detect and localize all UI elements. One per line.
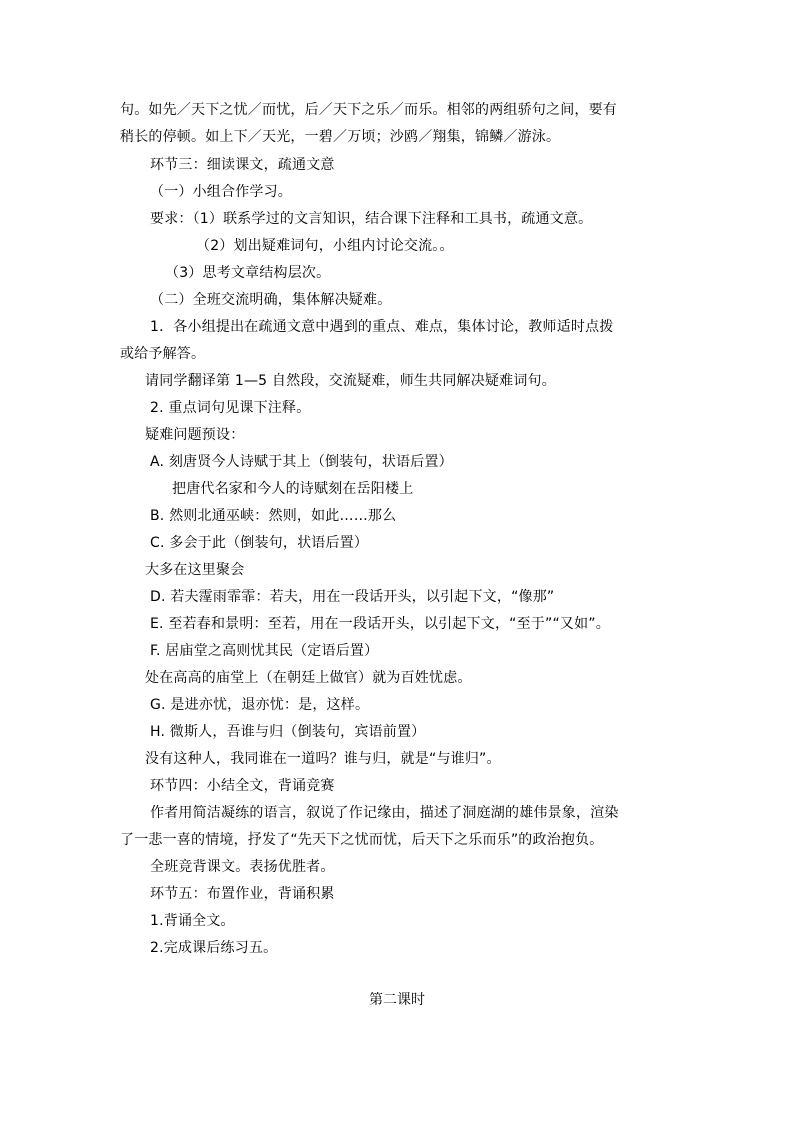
text-line: 疑难问题预设：	[145, 427, 245, 443]
list-item: G. 是进亦忧，退亦忧：是，这样。	[150, 697, 370, 713]
lesson-heading: 第二课时	[369, 992, 425, 1008]
text-line: 请同学翻译第 1—5 自然段，交流疑难，师生共同解决疑难词句。	[145, 373, 556, 389]
section-heading: 环节三：细读课文，疏通文意	[150, 157, 335, 173]
text-line: （3）思考文章结构层次。	[165, 265, 331, 281]
text-line: 全班竞背课文。表扬优胜者。	[150, 859, 335, 875]
text-line: 句。如先／天下之忧／而忧，后／天下之乐／而乐。相邻的两组骄句之间，要有	[120, 102, 617, 118]
list-item: B. 然则北通巫峡：然则，如此……那么	[150, 508, 397, 524]
text-line: 2. 重点词句见课下注释。	[150, 400, 311, 416]
list-item: E. 至若春和景明：至若，用在一段话开头，以引起下文，“至于”“又如”。	[150, 616, 610, 632]
text-line: 1．各小组提出在疏通文意中遇到的重点、难点，集体讨论，教师适时点拨	[150, 319, 614, 335]
text-line: 没有这种人，我同谁在一道吗？谁与归，就是“与谁归”。	[145, 751, 501, 767]
list-item: A. 刻唐贤今人诗赋于其上（倒装句，状语后置）	[150, 454, 453, 470]
list-item: F. 居庙堂之高则忧其民（定语后置）	[150, 643, 379, 659]
text-line: （二）全班交流明确，集体解决疑难。	[150, 292, 392, 308]
list-item: H. 微斯人，吾谁与归（倒装句，宾语前置）	[150, 724, 426, 740]
text-line: 了一悲一喜的情境，抒发了“先天下之忧而忧，后天下之乐而乐”的政治抱负。	[120, 832, 604, 848]
section-heading: 环节四：小结全文，背诵竞赛	[150, 778, 335, 794]
text-line: 作者用简洁凝练的语言，叙说了作记缘由，描述了洞庭湖的雄伟景象，渲染	[150, 805, 619, 821]
text-line: 处在高高的庙堂上（在朝廷上做官）就为百姓忧虑。	[145, 670, 472, 686]
list-item: 2.完成课后练习五。	[150, 940, 278, 956]
section-heading: 环节五：布置作业，背诵积累	[150, 886, 335, 902]
text-line: 要求：（1）联系学过的文言知识，结合课下注释和工具书，疏通文意。	[150, 211, 593, 227]
list-item: 1.背诵全文。	[150, 913, 235, 929]
text-line: 或给予解答。	[120, 346, 206, 362]
text-line: （2）划出疑难词句，小组内讨论交流。。	[196, 238, 454, 254]
text-line: 稍长的停顿。如上下／天光，一碧／万顷；沙鸥／翔集，锦鳞／游泳。	[120, 129, 561, 145]
text-line: 把唐代名家和今人的诗赋刻在岳阳楼上	[172, 481, 414, 497]
list-item: D. 若夫霪雨霏霏：若夫，用在一段话开头，以引起下文，“像那”	[150, 589, 555, 605]
text-line: （一）小组合作学习。	[150, 184, 292, 200]
text-line: 大多在这里聚会	[145, 562, 245, 578]
list-item: C. 多会于此（倒装句，状语后置）	[150, 535, 369, 551]
